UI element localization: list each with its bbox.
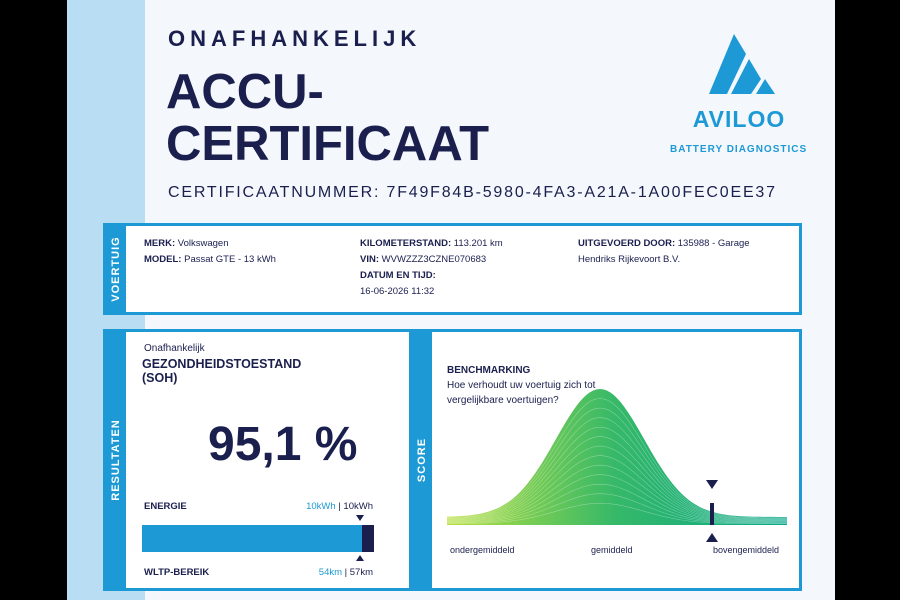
marker-bottom-icon — [706, 533, 718, 542]
range-value: 54km | 57km — [318, 567, 373, 578]
soh-bar-nominal — [362, 525, 374, 552]
odometer-value: 113.201 km — [453, 238, 503, 249]
soh-heading — [142, 357, 301, 385]
axis-mid-label: gemiddeld — [591, 545, 633, 555]
logo-wordmark: AVILOO — [692, 106, 786, 132]
aviloo-logo-icon — [679, 24, 829, 164]
range-label: WLTP-BEREIK — [144, 567, 210, 578]
logo-subtitle: BATTERY DIAGNOSTICS — [670, 144, 808, 155]
model-value: Passat GTE - 13 kWh — [184, 254, 276, 265]
range-marker-icon — [356, 555, 364, 561]
brand-value: Volkswagen — [177, 238, 229, 249]
model-label: MODEL: — [144, 254, 182, 265]
certificate-page — [67, 0, 835, 600]
brand-label: MERK: — [144, 238, 176, 249]
soh-heading-line-2: (SOH) — [142, 371, 178, 385]
energy-nominal: 10kWh — [343, 501, 373, 512]
title-line-1: ACCU- — [166, 65, 324, 119]
results-tag: RESULTATEN — [106, 332, 126, 588]
vehicle-col-1 — [144, 236, 276, 268]
energy-current: 10kWh — [306, 501, 336, 512]
performed-value-2: Hendriks Rijkevoort B.V. — [578, 254, 681, 265]
vehicle-col-2 — [360, 236, 503, 300]
soh-heading-line-1: GEZONDHEIDSTOESTAND — [142, 357, 302, 371]
axis-low-label: ondergemiddeld — [450, 545, 515, 555]
range-current: 54km — [318, 567, 343, 578]
certificate-number: CERTIFICAATNUMMER: 7F49F84B-5980-4FA3-A21A-1A00FEC0EE37 — [168, 184, 777, 201]
soh-kicker: Onafhankelijk — [144, 343, 205, 354]
soh-value: 95,1 % — [208, 418, 358, 471]
benchmark-marker — [710, 503, 714, 525]
odometer-label: KILOMETERSTAND: — [360, 238, 452, 249]
performed-value: 135988 - Garage — [677, 238, 750, 249]
certificate-kicker: ONAFHANKELIJK — [168, 26, 422, 51]
benchmark-heading: BENCHMARKING — [447, 365, 531, 376]
vin-label: VIN: — [360, 254, 379, 265]
vehicle-col-3 — [578, 236, 750, 268]
vehicle-box — [103, 223, 802, 315]
soh-bar — [142, 525, 362, 552]
energy-label: ENERGIE — [144, 501, 187, 512]
datetime-value: 16-06-2026 11:32 — [360, 286, 435, 297]
marker-top-icon — [706, 480, 718, 489]
vin-value: WVWZZZ3CZNE070683 — [381, 254, 487, 265]
benchmark-question: Hoe verhoudt uw voertuig zich tot vergelijkbare voertuigen? — [447, 380, 596, 406]
datetime-label: DATUM EN TIJD: — [360, 270, 436, 281]
energy-marker-icon — [356, 515, 364, 521]
title-line-2: CERTIFICAAT — [166, 117, 489, 171]
axis-high-label: bovengemiddeld — [713, 545, 780, 555]
score-tag: SCORE — [412, 332, 432, 588]
vehicle-tag: VOERTUIG — [106, 226, 126, 312]
performed-label: UITGEVOERD DOOR: — [578, 238, 676, 249]
certificate-title — [166, 66, 489, 170]
range-nominal: 57km — [349, 567, 373, 578]
energy-value: 10kWh | 10kWh — [306, 501, 373, 512]
